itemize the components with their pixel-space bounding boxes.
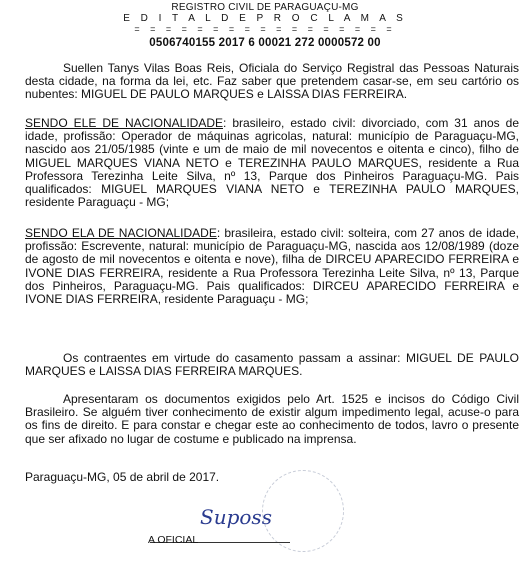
bride-paragraph <box>25 227 519 306</box>
intro-paragraph: Suellen Tanys Vilas Boas Reis, Oficiala do Serviço Registral das Pessoas Naturais desta cidade, na forma da lei, etc. Faz saber que pretendem casar-se, em seu cartório os nubentes: MIGUEL DE PAULO MARQUES e LAISSA DIAS FERREIRA. <box>25 61 519 102</box>
header-rule: = = = = = = = = = = = = = = = = = <box>134 24 396 34</box>
official-signature: Suposs <box>200 505 272 529</box>
bride-text: : brasileira, estado civil: solteira, com 27 anos de idade, profissão: Escrevente, natural: município de Paraguaçu-MG, nascida aos 12/08/1989 (doze de agosto de mil novecentos e oitenta e nove), filha de DIRCEU APARECIDO FERREIRA e IVONE DIAS FERREIRA, residente a Rua Professora Terezinha Leite Silva, nº 13, Parque dos Pinheiros, Paraguaçu-MG. Pais qualificados: DIRCEU APARECIDO FERREIRA e IVONE DIAS FERREIRA, residente Paraguaçu - MG; <box>25 226 520 307</box>
groom-text: : brasileiro, estado civil: divorciado, com 31 anos de idade, profissão: Operador de máquinas agricolas, natural: município de Paraguaçu-MG, nascido aos 21/05/1985 (vinte e um de maio de mil novecentos e oitenta e cinco), filho de MIGUEL MARQUES VIANA NETO e TEREZINHA PAULO MARQUES, residente a Rua Professora Terezinha Leite Silva, nº 13, Parque dos Pinheiros Paraguaçu-MG. Pais qualificados: MIGUEL MARQUES VIANA NETO e TEREZINHA PAULO MARQUES, residente Paraguaçu - MG; <box>25 116 519 210</box>
date-line: Paraguaçu-MG, 05 de abril de 2017. <box>25 470 220 484</box>
documents-paragraph: Apresentaram os documentos exigidos pelo Art. 1525 e incisos do Código Civil Brasileiro. Se alguém tiver conhecimento de existir algum impedimento legal, acuse-o para os fins de direito. E para constar e chegar este ao conhecimento de todos, lavro o presente que ser afixado no lugar de costume e publicado na imprensa. <box>25 392 519 446</box>
official-seal <box>262 470 344 552</box>
registry-title: REGISTRO CIVIL DE PARAGUAÇU-MG <box>171 2 359 13</box>
edital-subtitle: E D I T A L D E P R O C L A M A S <box>123 13 407 24</box>
contractors-paragraph: Os contraentes em virtude do casamento passam a assinar: MIGUEL DE PAULO MARQUES e LAISSA DIAS FERREIRA MARQUES. <box>25 351 519 379</box>
groom-paragraph <box>25 117 519 209</box>
groom-label: SENDO ELE DE NACIONALIDADE <box>25 116 223 130</box>
registry-code: 0506740155 2017 6 00021 272 0000572 00 <box>149 37 381 49</box>
official-label: A OFICIAL <box>148 534 199 546</box>
bride-label: SENDO ELA DE NACIONALIDADE <box>25 226 217 240</box>
